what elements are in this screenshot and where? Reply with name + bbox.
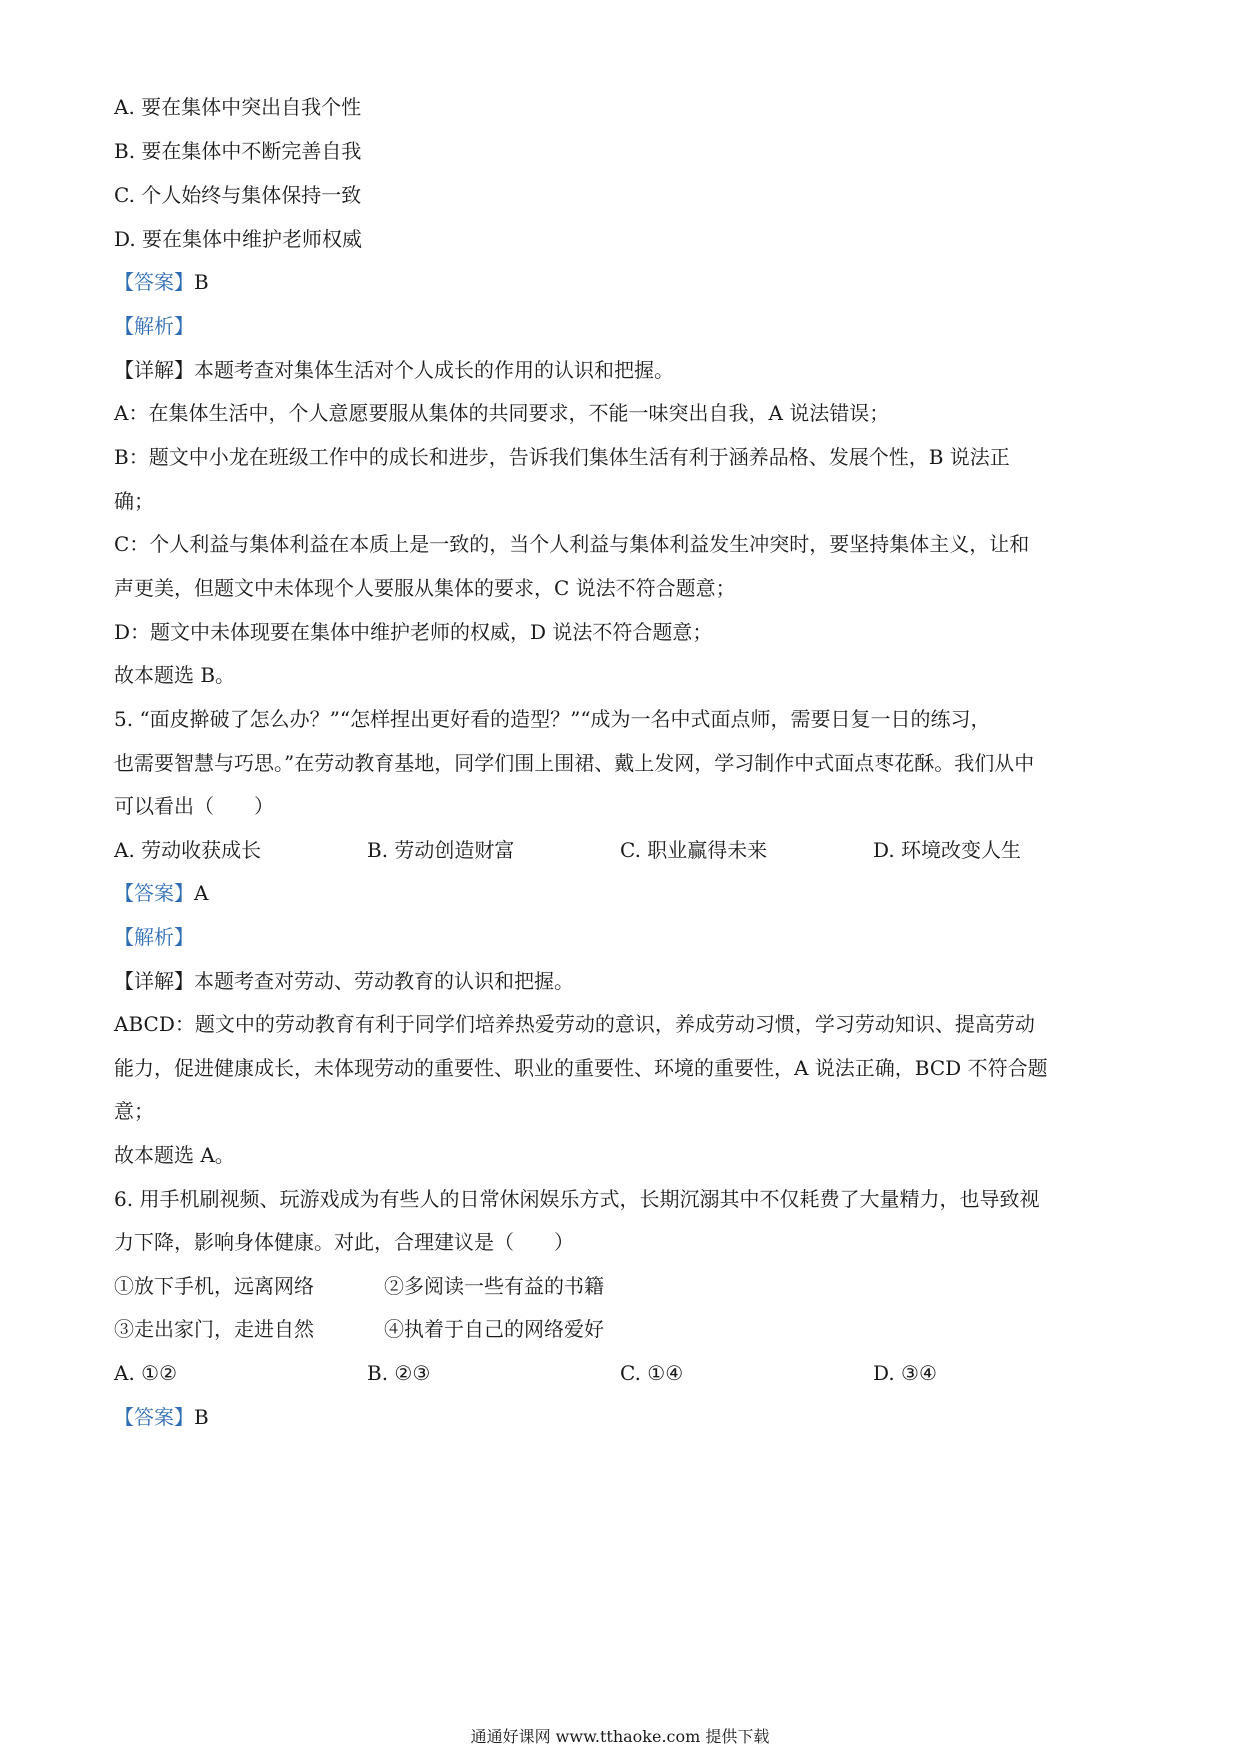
- q4-option-b: B. 要在集体中不断完善自我: [114, 139, 362, 163]
- analysis-tag: 【解析】: [114, 925, 194, 949]
- q4-answer-line: [114, 269, 209, 295]
- q4-detail-line-8: 故本题选 B。: [114, 663, 236, 687]
- analysis-tag: 【解析】: [114, 314, 194, 338]
- q6-stem-line-2: 力下降，影响身体健康。对此，合理建议是（ ）: [114, 1230, 574, 1254]
- detail-tag: 【详解】: [114, 969, 194, 993]
- detail-tag: 【详解】: [114, 358, 194, 382]
- q6-choice-3: ③走出家门，走进自然: [114, 1317, 314, 1341]
- q5-stem-line-2: 也需要智慧与巧思。”在劳动教育基地，同学们围上围裙、戴上发网，学习制作中式面点枣花酥。我们从中: [114, 751, 1035, 775]
- answer-tag: 【答案】: [114, 270, 194, 294]
- q4-option-d: D. 要在集体中维护老师权威: [114, 227, 363, 251]
- q6-answer-line: [114, 1404, 209, 1430]
- q5-detail-line-5: 故本题选 A。: [114, 1143, 235, 1167]
- q6-stem-line-1: 6. 用手机刷视频、玩游戏成为有些人的日常休闲娱乐方式，长期沉溺其中不仅耗费了大量精力，也导致视: [114, 1187, 1040, 1211]
- page-footer: 通通好课网 www.tthaoke.com 提供下载: [470, 1727, 770, 1746]
- q5-option-b: B. 劳动创造财富: [367, 838, 515, 862]
- q5-detail-line-1: [114, 968, 574, 994]
- q5-option-d: D. 环境改变人生: [873, 838, 1022, 862]
- q4-detail-line-4: 确；: [114, 489, 154, 513]
- q5-detail-line-2: ABCD：题文中的劳动教育有利于同学们培养热爱劳动的意识，养成劳动习惯，学习劳动知识、提高劳动: [114, 1012, 1035, 1036]
- q5-option-c: C. 职业赢得未来: [620, 838, 768, 862]
- q6-choice-2: ②多阅读一些有益的书籍: [384, 1274, 604, 1298]
- q5-stem-line-1: 5. “面皮擀破了怎么办？”“怎样捏出更好看的造型？”“成为一名中式面点师，需要日复一日的练习，: [114, 707, 991, 731]
- answer-tag: 【答案】: [114, 1405, 194, 1429]
- detail-text: 本题考查对劳动、劳动教育的认识和把握。: [194, 969, 574, 993]
- q5-option-a: A. 劳动收获成长: [114, 838, 262, 862]
- q4-detail-line-2: A：在集体生活中，个人意愿要服从集体的共同要求，不能一味突出自我，A 说法错误；: [114, 401, 890, 425]
- q5-answer-line: [114, 880, 208, 906]
- q5-detail-line-4: 意；: [114, 1099, 154, 1123]
- answer-value: B: [194, 1405, 209, 1429]
- q6-option-a: A. ①②: [114, 1361, 178, 1385]
- q5-stem-line-3: 可以看出（ ）: [114, 794, 274, 818]
- q4-option-c: C. 个人始终与集体保持一致: [114, 183, 362, 207]
- q4-detail-line-7: D：题文中未体现要在集体中维护老师的权威，D 说法不符合题意；: [114, 620, 713, 644]
- q5-detail-line-3: 能力，促进健康成长，未体现劳动的重要性、职业的重要性、环境的重要性，A 说法正确，BCD 不符合题: [114, 1056, 1048, 1080]
- q4-detail-line-1: [114, 357, 674, 383]
- q6-option-b: B. ②③: [367, 1361, 431, 1385]
- answer-value: A: [194, 881, 209, 905]
- answer-tag: 【答案】: [114, 881, 194, 905]
- q6-option-d: D. ③④: [873, 1361, 937, 1385]
- q4-detail-line-3: B：题文中小龙在班级工作中的成长和进步，告诉我们集体生活有利于涵养品格、发展个性，B 说法正: [114, 445, 1010, 469]
- q6-option-c: C. ①④: [620, 1361, 684, 1385]
- q4-detail-line-6: 声更美，但题文中未体现个人要服从集体的要求，C 说法不符合题意；: [114, 576, 736, 600]
- q6-choice-4: ④执着于自己的网络爱好: [384, 1317, 604, 1341]
- q4-detail-line-5: C：个人利益与集体利益在本质上是一致的，当个人利益与集体利益发生冲突时，要坚持集体主义，让和: [114, 532, 1030, 556]
- q5-analysis-line: [114, 924, 194, 950]
- q6-choice-1: ①放下手机，远离网络: [114, 1274, 314, 1298]
- detail-text: 本题考查对集体生活对个人成长的作用的认识和把握。: [194, 358, 674, 382]
- q4-option-a: A. 要在集体中突出自我个性: [114, 95, 362, 119]
- answer-value: B: [194, 270, 209, 294]
- q4-analysis-line: [114, 313, 194, 339]
